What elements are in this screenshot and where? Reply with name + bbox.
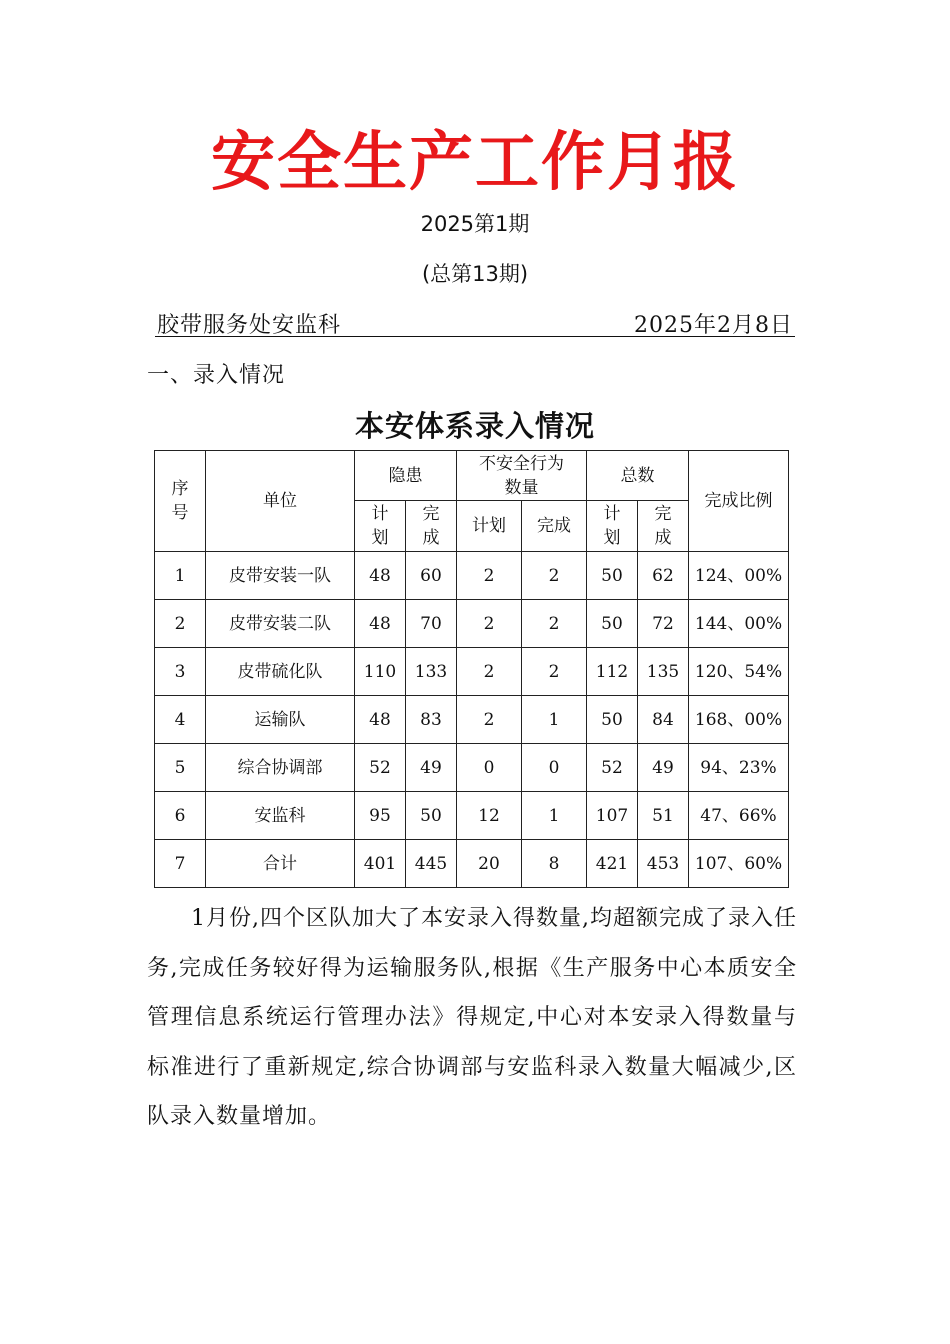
row-ratio: 168、00% <box>689 696 789 744</box>
header-total: 总数 <box>587 451 689 501</box>
row-ratio: 107、60% <box>689 840 789 888</box>
row-hazard-plan: 48 <box>355 552 406 600</box>
row-hazard-done: 133 <box>406 648 457 696</box>
table-row <box>155 744 789 792</box>
row-total-plan: 50 <box>587 600 638 648</box>
report-date: 2025年2月8日 <box>634 313 793 338</box>
row-unit: 运输队 <box>206 696 355 744</box>
subheader-unsafe-done: 完成 <box>522 501 587 552</box>
total-issue-number: (总第13期) <box>421 262 529 286</box>
row-unsafe-plan: 2 <box>457 552 522 600</box>
subheader-total-done: 完成 <box>638 501 689 552</box>
table-row <box>155 696 789 744</box>
row-unsafe-done: 2 <box>522 600 587 648</box>
row-ratio: 120、54% <box>689 648 789 696</box>
report-title: 安全生产工作月报 <box>211 126 739 200</box>
row-unsafe-done: 2 <box>522 552 587 600</box>
row-unit: 合计 <box>206 840 355 888</box>
header-seq: 序号 <box>155 451 206 552</box>
row-ratio: 47、66% <box>689 792 789 840</box>
row-seq: 6 <box>155 792 206 840</box>
table-row <box>155 648 789 696</box>
row-total-plan: 421 <box>587 840 638 888</box>
row-unsafe-done: 8 <box>522 840 587 888</box>
header-hazard: 隐患 <box>355 451 457 501</box>
row-hazard-plan: 95 <box>355 792 406 840</box>
row-hazard-done: 70 <box>406 600 457 648</box>
subheader-total-plan: 计划 <box>587 501 638 552</box>
table-header-row <box>155 451 789 501</box>
row-total-plan: 50 <box>587 696 638 744</box>
header-unsafe-behavior: 不安全行为数量 <box>457 451 587 501</box>
row-ratio: 124、00% <box>689 552 789 600</box>
row-seq: 3 <box>155 648 206 696</box>
department-date-line <box>155 308 795 337</box>
row-hazard-plan: 401 <box>355 840 406 888</box>
summary-paragraph <box>147 894 797 1142</box>
issue-number: 2025第1期 <box>420 212 530 236</box>
summary-text: 1月份,四个区队加大了本安录入得数量,均超额完成了录入任务,完成任务较好得为运输服务队,根据《生产服务中心本质安全管理信息系统运行管理办法》得规定,中心对本安录入得数量与标准进行了重新规定,综合协调部与安监科录入数量大幅减少,区队录入数量增加。 <box>147 906 797 1129</box>
table-row <box>155 552 789 600</box>
row-seq: 2 <box>155 600 206 648</box>
row-unsafe-plan: 2 <box>457 696 522 744</box>
row-hazard-plan: 48 <box>355 696 406 744</box>
row-ratio: 94、23% <box>689 744 789 792</box>
subheader-unsafe-plan: 计划 <box>457 501 522 552</box>
header-ratio: 完成比例 <box>689 451 789 552</box>
table-title: 本安体系录入情况 <box>354 409 595 443</box>
row-hazard-done: 50 <box>406 792 457 840</box>
row-total-done: 51 <box>638 792 689 840</box>
row-seq: 5 <box>155 744 206 792</box>
subheader-hazard-plan: 计划 <box>355 501 406 552</box>
section-heading: 一、录入情况 <box>147 363 286 388</box>
row-total-plan: 112 <box>587 648 638 696</box>
row-unsafe-done: 0 <box>522 744 587 792</box>
row-total-plan: 50 <box>587 552 638 600</box>
row-total-done: 453 <box>638 840 689 888</box>
table-row <box>155 600 789 648</box>
row-ratio: 144、00% <box>689 600 789 648</box>
row-total-plan: 107 <box>587 792 638 840</box>
row-total-plan: 52 <box>587 744 638 792</box>
row-unit: 皮带安装二队 <box>206 600 355 648</box>
row-seq: 1 <box>155 552 206 600</box>
row-hazard-done: 83 <box>406 696 457 744</box>
header-unit: 单位 <box>206 451 355 552</box>
subheader-hazard-done: 完成 <box>406 501 457 552</box>
row-unsafe-done: 1 <box>522 792 587 840</box>
row-unit: 皮带安装一队 <box>206 552 355 600</box>
row-total-done: 135 <box>638 648 689 696</box>
row-unsafe-plan: 2 <box>457 600 522 648</box>
row-unsafe-plan: 2 <box>457 648 522 696</box>
row-unsafe-done: 1 <box>522 696 587 744</box>
row-hazard-plan: 52 <box>355 744 406 792</box>
row-total-done: 72 <box>638 600 689 648</box>
table-row <box>155 792 789 840</box>
row-unsafe-plan: 12 <box>457 792 522 840</box>
row-hazard-plan: 110 <box>355 648 406 696</box>
row-unsafe-done: 2 <box>522 648 587 696</box>
department-name: 胶带服务处安监科 <box>157 313 342 338</box>
row-hazard-plan: 48 <box>355 600 406 648</box>
row-unit: 安监科 <box>206 792 355 840</box>
row-hazard-done: 60 <box>406 552 457 600</box>
row-hazard-done: 49 <box>406 744 457 792</box>
row-total-done: 84 <box>638 696 689 744</box>
row-seq: 7 <box>155 840 206 888</box>
row-seq: 4 <box>155 696 206 744</box>
row-unit: 综合协调部 <box>206 744 355 792</box>
row-unsafe-plan: 0 <box>457 744 522 792</box>
row-total-done: 49 <box>638 744 689 792</box>
row-hazard-done: 445 <box>406 840 457 888</box>
row-unit: 皮带硫化队 <box>206 648 355 696</box>
entry-stats-table <box>154 450 789 888</box>
row-unsafe-plan: 20 <box>457 840 522 888</box>
table-row <box>155 840 789 888</box>
row-total-done: 62 <box>638 552 689 600</box>
